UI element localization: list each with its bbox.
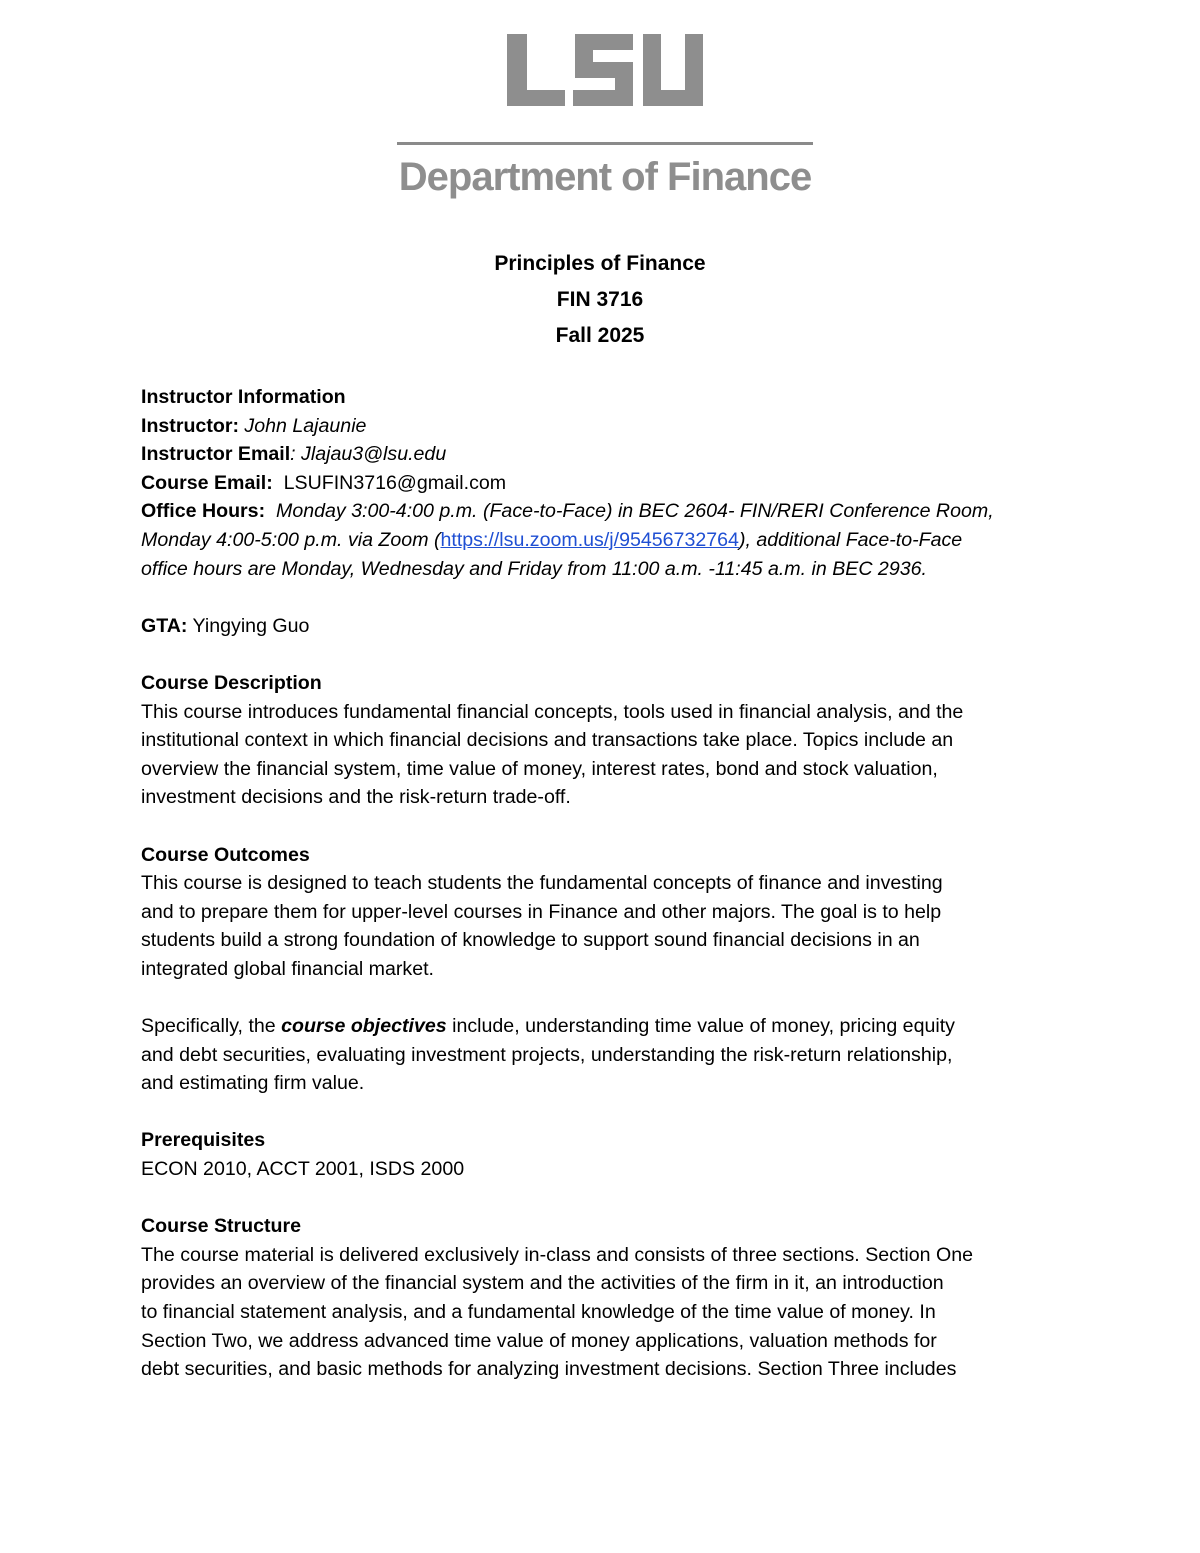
objectives-post: include, understanding time value of money, pricing equity: [446, 1015, 955, 1038]
syllabus-body: [141, 383, 1061, 1384]
instructor-name: John Lajaunie: [244, 414, 367, 437]
outcomes-line: integrated global financial market.: [141, 957, 434, 980]
description-heading: Course Description: [141, 671, 322, 694]
office-hours-line-3: office hours are Monday, Wednesday and Friday from 11:00 a.m. -11:45 a.m. in BEC 2936.: [141, 557, 927, 580]
structure-heading: Course Structure: [141, 1215, 302, 1238]
course-code: FIN 3716: [556, 288, 644, 311]
office-hours-text-2: Monday 4:00-5:00 p.m. via Zoom (: [141, 528, 441, 551]
office-hours-text-3: ), additional Face-to-Face: [738, 528, 963, 551]
objectives-line: and estimating firm value.: [141, 1072, 365, 1095]
description-line: This course introduces fundamental financial concepts, tools used in financial analysis, and the: [141, 700, 964, 723]
gta-label: GTA:: [141, 614, 188, 637]
prerequisites-text: ECON 2010, ACCT 2001, ISDS 2000: [141, 1158, 465, 1181]
logo-letter-l: [507, 34, 565, 106]
course-email-label: Course Email:: [141, 471, 273, 494]
instructor-email-line: [141, 440, 1061, 469]
instructor-line: [141, 412, 1061, 441]
lsu-logo: [505, 32, 705, 108]
structure-line: to financial statement analysis, and a fundamental knowledge of the time value of money. In: [141, 1301, 936, 1323]
course-title: Principles of Finance: [494, 252, 706, 275]
outcomes-line: This course is designed to teach students the fundamental concepts of finance and investing: [141, 872, 943, 895]
structure-line: debt securities, and basic methods for analyzing investment decisions. Section Three includes: [141, 1358, 957, 1381]
office-hours-line-1: [141, 497, 1061, 526]
description-line: investment decisions and the risk-return trade-off.: [141, 786, 571, 809]
logo-letter-u: [643, 34, 703, 106]
course-email[interactable]: LSUFIN3716@gmail.com: [283, 471, 507, 494]
description-line: institutional context in which financial decisions and transactions take place. Topics include an: [141, 729, 954, 752]
objectives-line: and debt securities, evaluating investment projects, understanding the risk-return relationship,: [141, 1043, 953, 1066]
department-name: Department of Finance: [398, 155, 812, 199]
outcomes-heading: Course Outcomes: [141, 843, 310, 866]
objectives-pre: Specifically, the: [141, 1015, 282, 1038]
outcomes-line: students build a strong foundation of knowledge to support sound financial decisions in an: [141, 929, 920, 952]
instructor-email[interactable]: : Jlajau3@lsu.edu: [290, 443, 447, 466]
office-hours-line-2: [141, 526, 1061, 555]
gta-line: [141, 612, 1061, 641]
instructor-info-heading: Instructor Information: [141, 386, 346, 408]
office-hours-label: Office Hours:: [141, 500, 266, 523]
structure-line: Section Two, we address advanced time value of money applications, valuation methods for: [141, 1329, 937, 1352]
lsu-logo-graphic: [505, 32, 705, 108]
office-hours-text-1: Monday 3:00-4:00 p.m. (Face-to-Face) in BEC 2604- FIN/RERI Conference Room,: [276, 500, 994, 523]
zoom-link[interactable]: https://lsu.zoom.us/j/95456732764: [440, 528, 739, 551]
objectives-emphasis: course objectives: [281, 1015, 447, 1038]
logo-letter-s: [573, 34, 633, 106]
instructor-email-label: Instructor Email: [141, 443, 291, 466]
gta-name: Yingying Guo: [192, 614, 310, 637]
course-email-line: [141, 469, 1061, 498]
course-term: Fall 2025: [555, 324, 645, 347]
objectives-line: [141, 1012, 1061, 1041]
prerequisites-heading: Prerequisites: [141, 1129, 266, 1152]
structure-line: The course material is delivered exclusively in-class and consists of three sections. Section One: [141, 1243, 974, 1266]
instructor-label: Instructor:: [141, 414, 239, 437]
logo-divider: [397, 142, 813, 145]
structure-line: provides an overview of the financial system and the activities of the firm in it, an introduction: [141, 1272, 944, 1295]
description-line: overview the financial system, time value of money, interest rates, bond and stock valuation,: [141, 757, 938, 780]
outcomes-line: and to prepare them for upper-level courses in Finance and other majors. The goal is to help: [141, 900, 942, 923]
